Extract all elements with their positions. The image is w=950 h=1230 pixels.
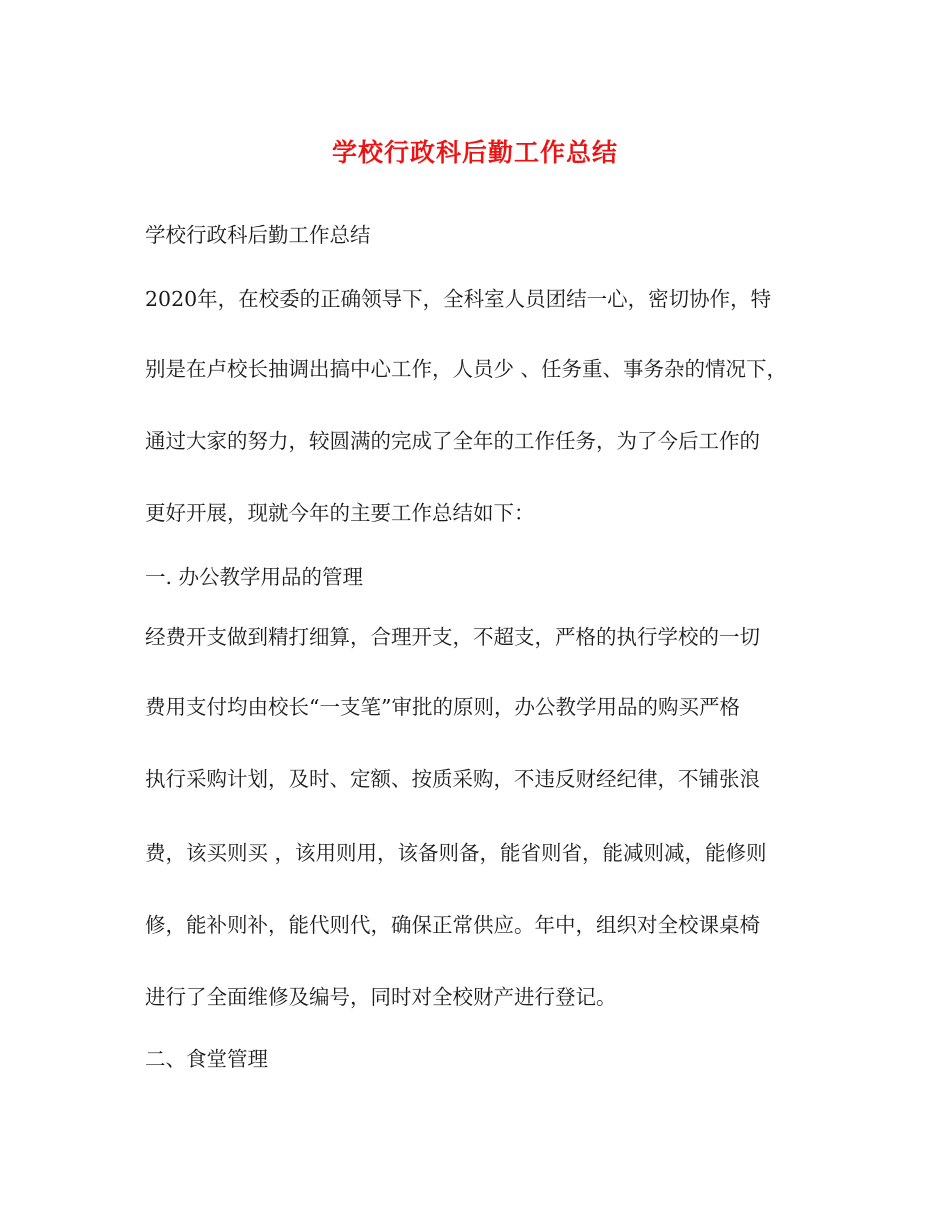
section-heading-2: 二、食堂管理 bbox=[145, 1047, 268, 1071]
paragraph-line: 2020年，在校委的正确领导下，全科室人员团结一心，密切协作，特 bbox=[145, 287, 772, 311]
document-subtitle: 学校行政科后勤工作总结 bbox=[145, 223, 371, 247]
paragraph-line: 费，该买则买 ，该用则用，该备则备，能省则省，能减则减，能修则 bbox=[145, 841, 767, 865]
paragraph-line: 通过大家的努力，较圆满的完成了全年的工作任务，为了今后工作的 bbox=[145, 429, 760, 453]
paragraph-line: 修，能补则补，能代则代，确保正常供应。年中，组织对全校课桌椅 bbox=[145, 913, 760, 937]
paragraph-line: 更好开展，现就今年的主要工作总结如下： bbox=[145, 501, 535, 525]
paragraph-line: 费用支付均由校长“一支笔”审批的原则，办公教学用品的购买严格 bbox=[145, 695, 740, 719]
paragraph-line: 别是在卢校长抽调出搞中心工作，人员少 、任务重、事务杂的情况下， bbox=[145, 357, 788, 381]
paragraph-line: 经费开支做到精打细算，合理开支，不超支，严格的执行学校的一切 bbox=[145, 625, 760, 649]
document-title: 学校行政科后勤工作总结 bbox=[331, 138, 618, 167]
paragraph-line: 进行了全面维修及编号，同时对全校财产进行登记。 bbox=[145, 985, 617, 1009]
section-heading-1: 一. 办公教学用品的管理 bbox=[145, 565, 364, 589]
paragraph-line: 执行采购计划，及时、定额、按质采购，不违反财经纪律，不铺张浪 bbox=[145, 767, 760, 791]
